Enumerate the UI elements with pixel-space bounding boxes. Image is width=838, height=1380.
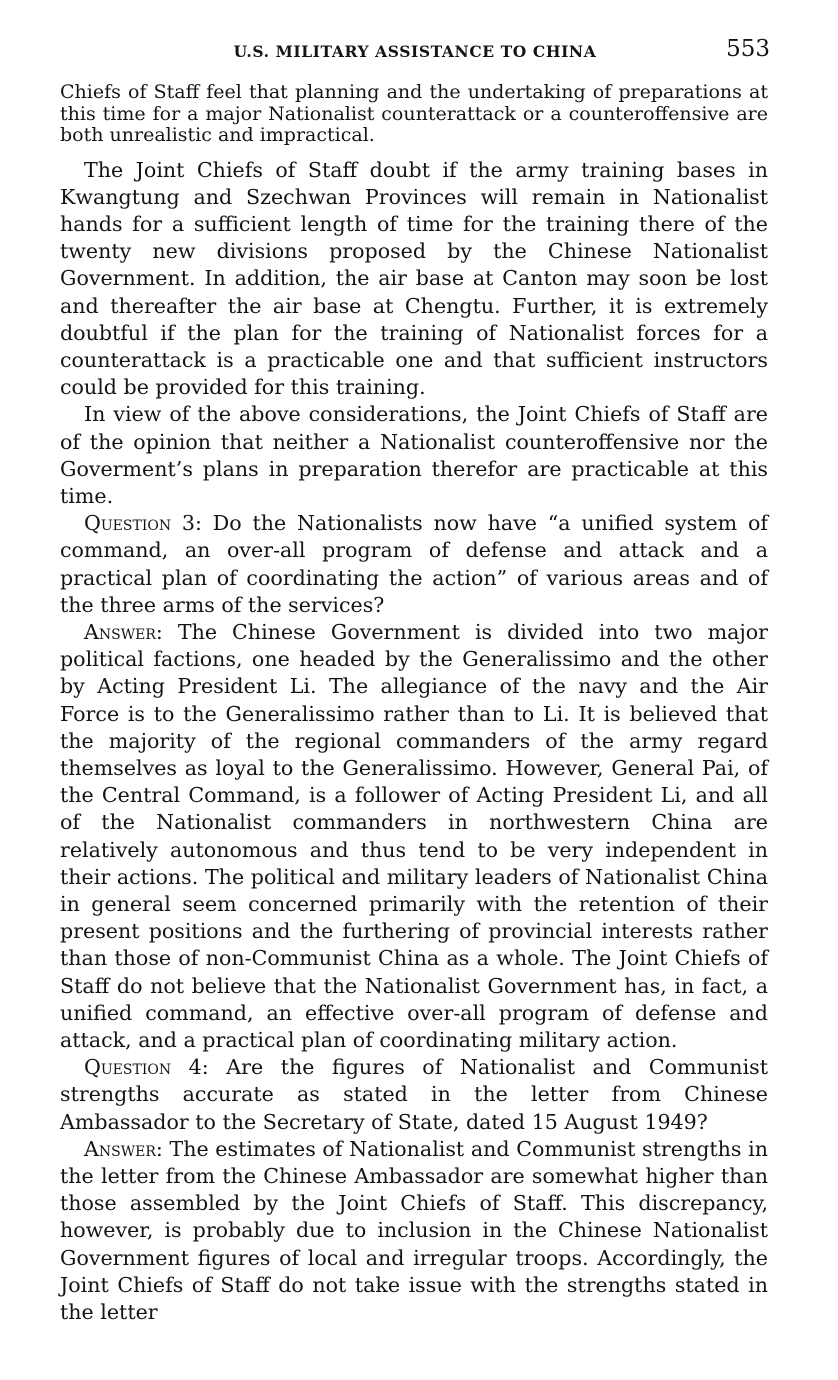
question-label: Question 3 bbox=[84, 511, 195, 536]
paragraph-training-bases: The Joint Chiefs of Staff doubt if the army training bases in Kwangtung and Szechwan Provinces will remain in Nationalist hands for a sufficient length of time for the training there of the twenty new divisions proposed by the Chinese Nationalist Government. In addition, the air base at Canton may soon be lost and thereafter the air base at Chengtu. Further, it is extremely doubtful if the plan for the training of Nationalist forces for a counterattack is a practicable one and that sufficient instructors could be provided for this training. bbox=[60, 157, 768, 400]
page-header bbox=[60, 36, 770, 66]
question-3: Question 3: Do the Nationalists now have “a unified system of command, an over-all program of defense and attack and a practical plan of coordinating the action” of various areas and of the three arms of the services? bbox=[60, 511, 768, 617]
running-head: U.S. MILITARY ASSISTANCE TO CHINA bbox=[233, 42, 597, 61]
question-label: Question 4 bbox=[84, 1055, 202, 1080]
body-text bbox=[60, 82, 768, 1326]
answer-3: Answer: The Chinese Government is divided into two major political factions, one headed by the Generalissimo and the other by Acting President Li. The allegiance of the navy and the Air Force is to the Generalissimo rather than to Li. It is believed that the majority of the regional commanders of the army regard themselves as loyal to the Generalissimo. However, General Pai, of the Central Command, is a follower of Acting President Li, and all of the Nationalist commanders in northwestern China are relatively autonomous and thus tend to be very independent in their actions. The political and military leaders of Nationalist China in general seem concerned primarily with the retention of their present positions and the furthering of provincial interests rather than those of non-Communist China as a whole. The Joint Chiefs of Staff do not believe that the Nationalist Government has, in fact, a unified command, an effective over-all program of defense and attack, and a practical plan of coordinating military action. bbox=[60, 619, 768, 1052]
answer-4: Answer: The estimates of Nationalist and Communist strengths in the letter from the Chinese Ambassador are somewhat higher than those assembled by the Joint Chiefs of Staff. This discrepancy, however, is probably due to inclusion in the Chinese Nationalist Government figures of local and irregular troops. Accordingly, the Joint Chiefs of Staff do not take issue with the strengths stated in the letter bbox=[60, 1136, 768, 1325]
answer-label: Answer bbox=[84, 1136, 156, 1161]
answer-label: Answer bbox=[84, 619, 156, 644]
page-number: 553 bbox=[726, 36, 770, 62]
paragraph-continuation: Chiefs of Staff feel that planning and the undertaking of preparations at this time for a major Nationalist counterattack or a counteroffensive are both unrealistic and impractical. bbox=[60, 81, 768, 146]
paragraph-considerations: In view of the above considerations, the Joint Chiefs of Staff are of the opinion that neither a Nationalist counteroffensive nor the Goverment’s plans in preparation therefor are practicable at this time. bbox=[60, 402, 768, 508]
question-4: Question 4: Are the figures of Nationalist and Communist strengths accurate as stated in the letter from Chinese Ambassador to the Secretary of State, dated 15 August 1949? bbox=[60, 1055, 768, 1134]
